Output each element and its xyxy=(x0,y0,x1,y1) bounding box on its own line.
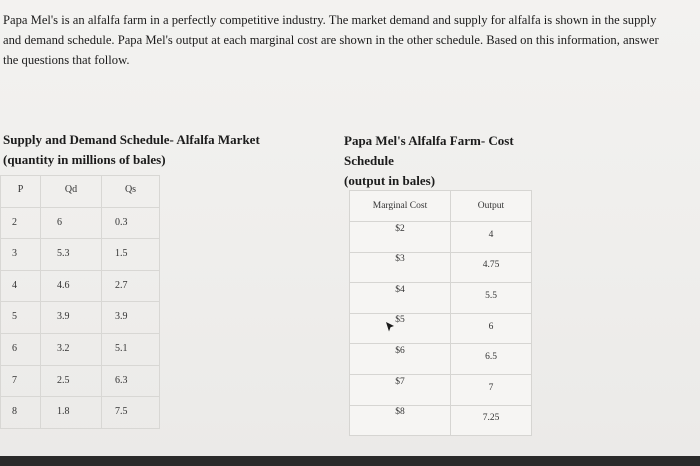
table-row xyxy=(1,302,160,334)
cell-qs: 5.1 xyxy=(102,333,160,365)
header-output: Output xyxy=(451,191,532,222)
header-qs: Qs xyxy=(102,176,160,208)
cell-output-value: 4.75 xyxy=(482,260,500,271)
cell-marginal-cost-value: $3 xyxy=(395,254,405,265)
cell-qs: 2.7 xyxy=(102,270,160,302)
cell-qs: 6.3 xyxy=(102,365,160,397)
table-row xyxy=(1,333,160,365)
mouse-pointer-icon xyxy=(385,321,395,333)
cell-output xyxy=(451,222,532,253)
cell-marginal-cost-value: $7 xyxy=(395,376,405,387)
cell-p: 2 xyxy=(1,207,41,239)
cell-marginal-cost xyxy=(350,374,451,405)
cell-qd: 2.5 xyxy=(41,365,102,397)
table-row xyxy=(350,374,532,405)
cell-output xyxy=(451,344,532,375)
cell-output-value: 5.5 xyxy=(485,290,497,301)
cost-schedule-title-line3: (output in bales) xyxy=(344,173,436,188)
cost-schedule-title xyxy=(344,131,544,191)
cost-schedule-title-line2: Schedule xyxy=(344,153,394,168)
header-marginal-cost: Marginal Cost xyxy=(350,191,451,222)
table-row xyxy=(1,239,160,271)
cell-output xyxy=(451,283,532,314)
cell-output-value: 6.5 xyxy=(485,352,497,363)
cell-marginal-cost xyxy=(350,222,451,253)
table-row xyxy=(350,283,532,314)
cell-output xyxy=(451,374,532,405)
cell-output xyxy=(451,405,532,436)
supply-demand-title-line2: (quantity in millions of bales) xyxy=(3,152,166,167)
table-row xyxy=(1,397,160,429)
cell-qd: 4.6 xyxy=(41,270,102,302)
cell-qs: 3.9 xyxy=(102,302,160,334)
intro-paragraph: Papa Mel's is an alfalfa farm in a perfectly competitive industry. The market demand and supply for alfalfa is shown in the supply and demand schedule. Papa Mel's output at each marginal cost are shown in the other schedule. Based on this information, answer the questions that follow. xyxy=(3,13,659,67)
supply-demand-table xyxy=(0,175,160,429)
supply-demand-title xyxy=(3,130,293,170)
cell-output xyxy=(451,313,532,344)
cell-marginal-cost xyxy=(350,313,451,344)
cell-qd: 5.3 xyxy=(41,239,102,271)
supply-demand-title-line1: Supply and Demand Schedule- Alfalfa Market xyxy=(3,132,260,147)
table-row xyxy=(350,252,532,283)
table-row xyxy=(350,313,532,344)
cell-output-value: 4 xyxy=(488,229,494,240)
header-qd: Qd xyxy=(41,176,102,208)
cell-output-value: 7.25 xyxy=(482,413,500,424)
table-row xyxy=(1,365,160,397)
cell-marginal-cost xyxy=(350,405,451,436)
header-p: P xyxy=(1,176,41,208)
cell-qd: 3.9 xyxy=(41,302,102,334)
cell-marginal-cost xyxy=(350,252,451,283)
cell-p: 4 xyxy=(1,270,41,302)
cell-p: 7 xyxy=(1,365,41,397)
cell-marginal-cost-value: $6 xyxy=(395,345,405,356)
cell-marginal-cost-value: $5 xyxy=(395,315,405,326)
cell-qs: 1.5 xyxy=(102,239,160,271)
table-row xyxy=(1,270,160,302)
cell-qs: 7.5 xyxy=(102,397,160,429)
table-row xyxy=(350,344,532,375)
cell-p: 5 xyxy=(1,302,41,334)
cost-schedule-table xyxy=(349,190,532,436)
cell-marginal-cost xyxy=(350,344,451,375)
cell-output-value: 7 xyxy=(488,382,494,393)
cell-marginal-cost-value: $4 xyxy=(395,284,405,295)
cell-qd: 6 xyxy=(41,207,102,239)
table-header-row xyxy=(1,176,160,208)
bottom-bar xyxy=(0,456,700,466)
cell-p: 3 xyxy=(1,239,41,271)
table-row xyxy=(350,405,532,436)
cell-qs: 0.3 xyxy=(102,207,160,239)
cell-output-value: 6 xyxy=(488,321,494,332)
cell-p: 8 xyxy=(1,397,41,429)
table-header-row xyxy=(350,191,532,222)
cell-output xyxy=(451,252,532,283)
cell-qd: 1.8 xyxy=(41,397,102,429)
cell-marginal-cost-value: $2 xyxy=(395,223,405,234)
table-row xyxy=(1,207,160,239)
cell-marginal-cost xyxy=(350,283,451,314)
cost-schedule-title-line1: Papa Mel's Alfalfa Farm- Cost xyxy=(344,133,514,148)
table-row xyxy=(350,222,532,253)
cell-qd: 3.2 xyxy=(41,333,102,365)
cell-marginal-cost-value: $8 xyxy=(395,407,405,418)
cell-p: 6 xyxy=(1,333,41,365)
